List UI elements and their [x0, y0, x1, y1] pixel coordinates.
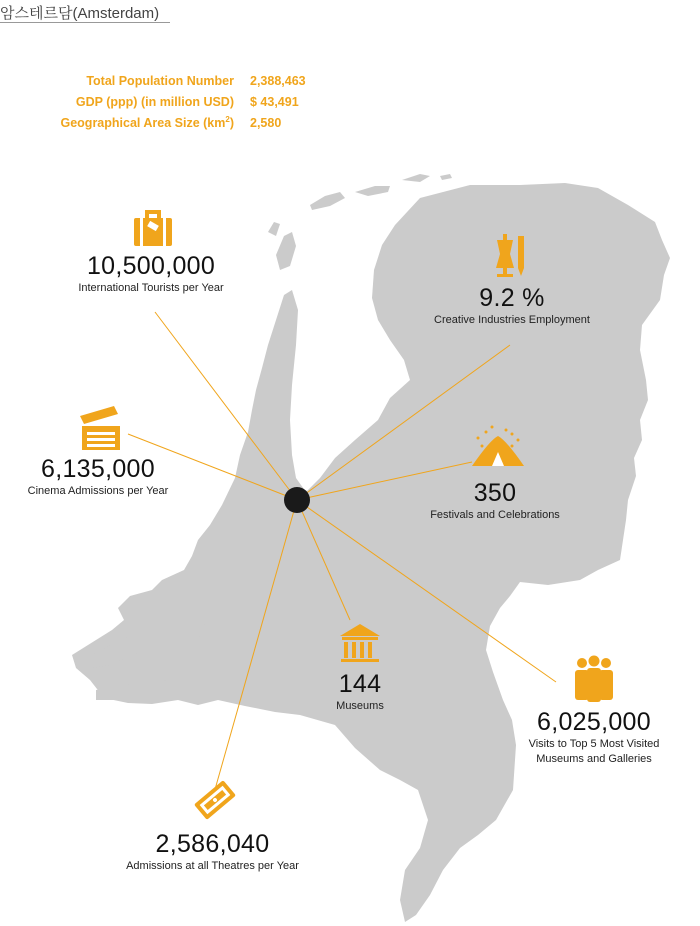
- callout-festivals-label: Festivals and Celebrations: [430, 509, 560, 521]
- callout-theatres: [100, 830, 325, 874]
- callout-cinema-label: Cinema Admissions per Year: [27, 485, 169, 497]
- stat-value-population: 2,388,463: [250, 74, 306, 88]
- clapperboard-icon: [80, 406, 120, 450]
- map-island-vlieland: [268, 222, 280, 236]
- stat-label-population: Total Population Number: [86, 74, 234, 88]
- callout-visits: [494, 708, 694, 767]
- callout-theatres-value: 2,586,040: [155, 830, 270, 858]
- map-island-texel: [276, 232, 296, 270]
- map-island-terschelling: [310, 192, 345, 210]
- map-island-ameland: [355, 186, 390, 196]
- stat-value-area: 2,580: [250, 116, 282, 130]
- callout-creative: [412, 284, 612, 328]
- suitcase-icon: [134, 210, 172, 246]
- callout-museums-value: 144: [338, 670, 382, 698]
- callout-creative-value: 9.2 %: [479, 284, 545, 312]
- callout-visits-value: 6,025,000: [537, 708, 651, 736]
- stat-label-area: Geographical Area Size $(km^2)$: [60, 114, 234, 130]
- people-group-icon: [575, 656, 613, 703]
- callout-cinema: [0, 455, 196, 499]
- callout-tourists: [51, 252, 251, 296]
- callout-festivals: [395, 479, 595, 523]
- stat-label-gdp: GDP (ppp) (in million USD): [75, 95, 234, 109]
- stat-value-gdp: $ 43,491: [250, 95, 299, 109]
- page-title: 암스테르담(Amsterdam): [0, 5, 160, 22]
- callout-creative-label: Creative Industries Employment: [434, 314, 590, 326]
- map-island-rottumeroog: [440, 174, 452, 180]
- callout-museums-label: Museums: [336, 700, 384, 712]
- amsterdam-hub-dot: [284, 487, 310, 513]
- callout-museums: [300, 670, 420, 714]
- callout-theatres-label: Admissions at all Theatres per Year: [126, 860, 299, 872]
- callout-tourists-value: 10,500,000: [86, 252, 216, 280]
- map-island-schiermonnikoog: [402, 174, 430, 182]
- callout-visits-label-line1: Visits to Top 5 Most Visited: [528, 738, 660, 750]
- callout-cinema-value: 6,135,000: [41, 455, 155, 483]
- callout-visits-label-line2: Museums and Galleries: [536, 753, 652, 765]
- callout-tourists-label: International Tourists per Year: [78, 282, 224, 294]
- ticket-icon: [194, 780, 236, 820]
- callout-festivals-value: 350: [473, 479, 517, 507]
